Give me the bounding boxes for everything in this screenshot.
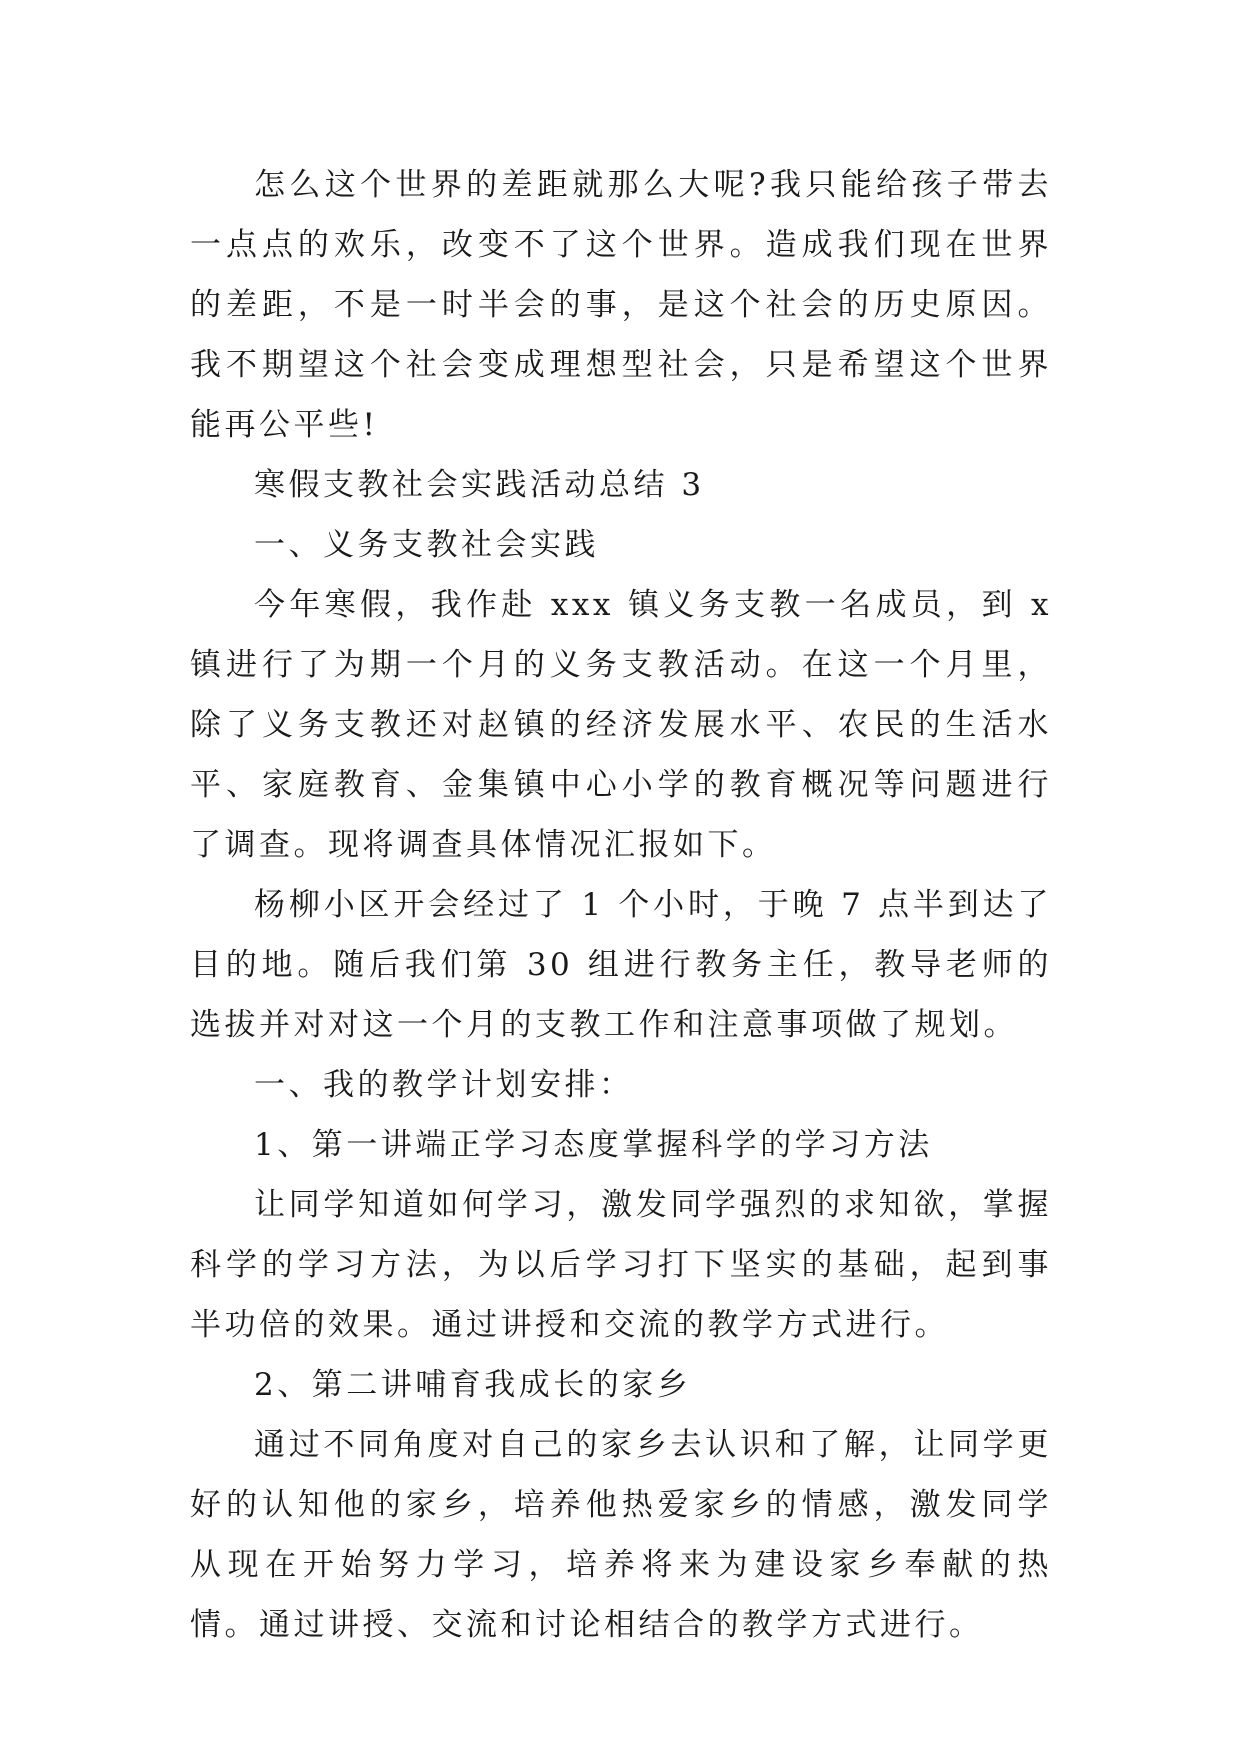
paragraph-introduction: 今年寒假，我作赴 xxx 镇义务支教一名成员，到 x 镇进行了为期一个月的义务支教活动。在这一个月里，除了义务支教还对赵镇的经济发展水平、农民的生活水平、家庭教育、金集镇中心小学的教育概况等问题进行了调查。现将调查具体情况汇报如下。	[190, 587, 1052, 863]
heading-teaching-plan: 一、我的教学计划安排：	[254, 1067, 634, 1103]
lecture-1-title: 1、第一讲端正学习态度掌握科学的学习方法	[254, 1127, 933, 1163]
paragraph-meeting: 杨柳小区开会经过了 1 个小时，于晚 7 点半到达了目的地。随后我们第 30 组进行教务主任，教导老师的选拔并对对这一个月的支教工作和注意事项做了规划。	[190, 887, 1052, 1043]
section-title: 寒假支教社会实践活动总结 3	[254, 467, 705, 503]
document-body	[190, 155, 1052, 1655]
lecture-2-title: 2、第二讲哺育我成长的家乡	[254, 1367, 692, 1403]
paragraph-closing-reflection: 怎么这个世界的差距就那么大呢?我只能给孩子带去一点点的欢乐，改变不了这个世界。造成我们现在世界的差距，不是一时半会的事，是这个社会的历史原因。我不期望这个社会变成理想型社会，只是希望这个世界能再公平些!	[190, 167, 1052, 443]
lecture-1-description: 让同学知道如何学习，激发同学强烈的求知欲，掌握科学的学习方法，为以后学习打下坚实的基础，起到事半功倍的效果。通过讲授和交流的教学方式进行。	[190, 1187, 1052, 1343]
lecture-2-description: 通过不同角度对自己的家乡去认识和了解，让同学更好的认知他的家乡，培养他热爱家乡的情感，激发同学从现在开始努力学习，培养将来为建设家乡奉献的热情。通过讲授、交流和讨论相结合的教学方式进行。	[190, 1427, 1052, 1643]
heading-volunteer-teaching: 一、义务支教社会实践	[254, 527, 599, 563]
